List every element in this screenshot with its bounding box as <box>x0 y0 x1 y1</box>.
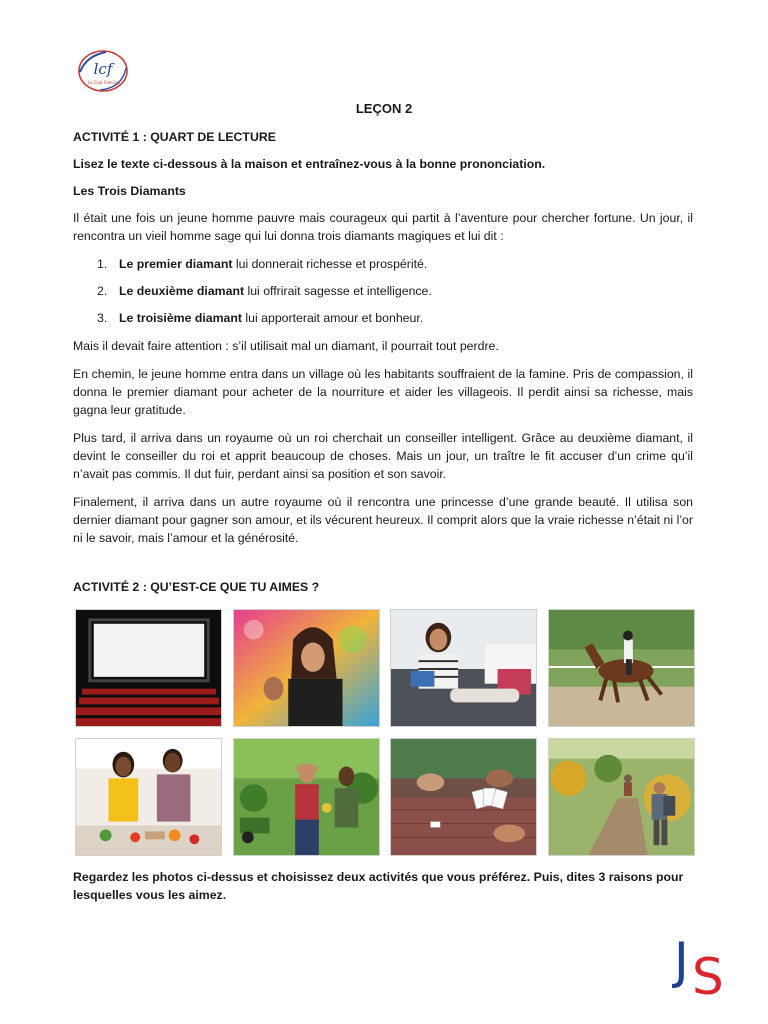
story-intro: Il était une fois un jeune homme pauvre mais courageux qui partit à l’aventure pour chercher fortune. Un jour, il rencontra un vieil homme sage qui lui donna trois diamants magiques et lui dit : <box>73 211 693 243</box>
lesson-title: LEÇON 2 <box>355 101 413 116</box>
js-logo-j: J <box>674 932 689 990</box>
list-number: 3. <box>97 311 108 325</box>
list-bold: Le troisième diamant <box>119 311 243 325</box>
diamond-list <box>73 255 693 327</box>
photo-horse-riding <box>548 609 695 727</box>
list-number: 2. <box>97 284 108 298</box>
activity1-section <box>73 128 693 557</box>
lcf-logo <box>76 48 130 94</box>
story-paragraph: Finalement, il arriva dans un autre royaume où il rencontra une princesse d’une grande beauté. Il utilisa son dernier diamant pour gagner son amour, et ils vécurent heureux. Il comprit alors que la vraie richesse n’était ni l’or ni le savoir, mais l’amour et la générosité. <box>73 495 693 545</box>
activity2-title: ACTIVITÉ 2 : QU’EST-CE QUE TU AIMES ? <box>73 580 320 594</box>
story-paragraph: Mais il devait faire attention : s’il utilisait mal un diamant, il pourrait tout perdre. <box>73 339 499 353</box>
photo-cooking <box>75 738 222 856</box>
activity2-instruction: Regardez les photos ci-dessus et choisissez deux activités que vous préférez. Puis, dites 3 raisons pour lesquelles vous les aimez. <box>73 870 684 902</box>
story-paragraph: Plus tard, il arriva dans un royaume où un roi cherchait un conseiller intelligent. Grâce au deuxième diamant, il devint le conseiller du roi et apprit beaucoup de choses. Mais un jour, un traître le fit accuser d’un crime qu’il n’avait pas commis. Il dut fuir, perdant ainsi sa position et son savoir. <box>73 431 693 481</box>
photo-cinema <box>75 609 222 727</box>
story-title: Les Trois Diamants <box>73 184 186 198</box>
list-text: lui donnerait richesse et prospérité. <box>232 257 428 271</box>
list-bold: Le deuxième diamant <box>119 284 245 298</box>
story-paragraph: En chemin, le jeune homme entra dans un village où les habitants souffraient de la famine. Pris de compassion, il donna le premier diamant pour acheter de la nourriture et aider les villageois. Il perdit ainsi sa richesse, mais gagna leur gratitude. <box>73 367 693 417</box>
photo-reading <box>390 609 537 727</box>
list-item <box>73 282 693 300</box>
logo-text: lcf <box>93 60 113 78</box>
js-logo-s: S <box>692 948 724 998</box>
list-text: lui apporterait amour et bonheur. <box>242 311 424 325</box>
photo-gardening <box>233 738 380 856</box>
js-logo <box>672 926 730 998</box>
activity1-instruction: Lisez le texte ci-dessous à la maison et entraînez-vous à la bonne prononciation. <box>73 157 546 171</box>
list-number: 1. <box>97 257 108 271</box>
photo-hiking <box>548 738 695 856</box>
logo-subtext: Le Club Français <box>87 80 121 85</box>
photo-grid <box>75 609 695 859</box>
list-item <box>73 309 693 327</box>
list-text: lui offrirait sagesse et intelligence. <box>244 284 432 298</box>
list-bold: Le premier diamant <box>119 257 233 271</box>
photo-card-games <box>390 738 537 856</box>
list-item <box>73 255 693 273</box>
photo-party <box>233 609 380 727</box>
activity1-title: ACTIVITÉ 1 : QUART DE LECTURE <box>73 130 276 144</box>
